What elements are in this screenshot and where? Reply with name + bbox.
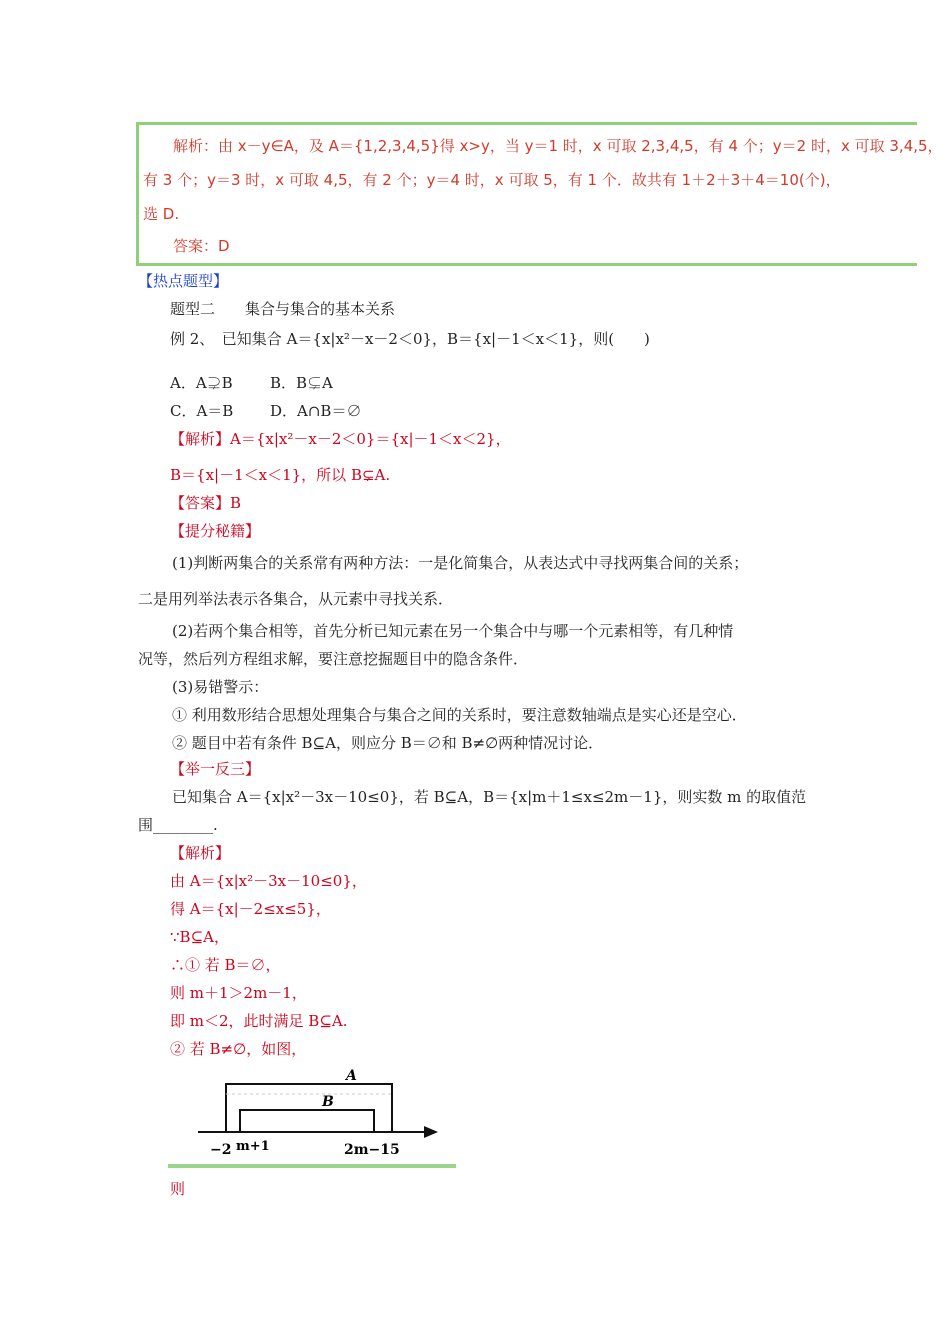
solution2-step-5: 则 m＋1＞2m－1， <box>170 984 307 1002</box>
option-d: D．A∩B＝∅ <box>270 402 362 420</box>
tip-3a: ① 利用数形结合思想处理集合与集合之间的关系时，要注意数轴端点是实心还是空心． <box>172 706 747 724</box>
tip-3b: ② 题目中若有条件 B⊆A，则应分 B＝∅和 B≠∅两种情况讨论． <box>172 734 604 752</box>
solution-box-line-2: 有 3 个；y＝3 时，x 可取 4,5，有 2 个；y＝4 时，x 可取 5，有 1 个．故共有 1＋2＋3＋4＝10(个)， <box>143 171 841 189</box>
tip-1b: 二是用列举法表示各集合，从元素中寻找关系． <box>138 590 454 608</box>
tip-2a: (2)若两个集合相等，首先分析已知元素在另一个集合中与哪一个元素相等，有几种情 <box>172 622 734 640</box>
diagram-divider <box>168 1164 456 1168</box>
label-b: B <box>322 1094 334 1110</box>
label-a: A <box>346 1068 357 1084</box>
example-question: 例 2、 已知集合 A＝{x|x²－x－2＜0}，B＝{x|－1＜x＜1}，则( ) <box>170 330 650 348</box>
solution-box <box>136 122 943 266</box>
practice-heading: 【举一反三】 <box>170 760 261 778</box>
tip-3-title: (3)易错警示： <box>172 678 269 696</box>
option-b: B．B⊊A <box>270 374 333 392</box>
solution-box-line-1: 解析：由 x－y∈A，及 A＝{1,2,3,4,5}得 x>y，当 y＝1 时，x 可取 2,3,4,5，有 4 个；y＝2 时，x 可取 3,4,5， <box>173 137 943 155</box>
tick-5: 5 <box>390 1142 400 1158</box>
solution2-step-2: 得 A＝{x|－2≤x≤5}， <box>170 900 331 918</box>
solution2-step-6: 即 m＜2，此时满足 B⊆A. <box>170 1012 348 1030</box>
tick-m-plus-1: m+1 <box>236 1139 270 1154</box>
tips-heading: 【提分秘籍】 <box>170 522 261 540</box>
tick-2m-minus-1: 2m−1 <box>344 1142 391 1158</box>
solution2-step-3: ∵B⊆A， <box>170 928 229 946</box>
solution2-step-7: ② 若 B≠∅，如图， <box>170 1040 307 1058</box>
solution2-heading: 【解析】 <box>170 844 231 862</box>
practice-line-2: 围________. <box>138 816 218 834</box>
answer-line: 【答案】B <box>170 494 242 512</box>
hot-topic-heading: 【热点题型】 <box>138 272 229 290</box>
topic-title: 题型二 集合与集合的基本关系 <box>170 300 396 318</box>
number-line-svg <box>168 1064 456 1164</box>
option-a: A．A⊋B <box>170 374 233 392</box>
tip-1a: (1)判断两集合的关系常有两种方法：一是化简集合，从表达式中寻找两集合间的关系； <box>172 554 749 572</box>
set-b-bracket <box>240 1110 374 1132</box>
analysis-line-2: B＝{x|－1＜x＜1}，所以 B⊊A. <box>170 466 391 484</box>
practice-line-1: 已知集合 A＝{x|x²－3x－10≤0}，若 B⊆A，B＝{x|m＋1≤x≤2m－1}，则实数 m 的取值范 <box>172 788 807 806</box>
tip-2b: 况等，然后列方程组求解，要注意挖掘题目中的隐含条件． <box>138 650 529 668</box>
solution2-step-1: 由 A＝{x|x²－3x－10≤0}， <box>170 872 367 890</box>
final-line: 则 <box>170 1180 186 1198</box>
solution2-step-4: ∴① 若 B＝∅， <box>170 956 281 974</box>
option-c: C．A＝B <box>170 402 234 420</box>
solution-box-line-3: 选 D. <box>143 205 180 223</box>
analysis-line-1: 【解析】A＝{x|x²－x－2＜0}＝{x|－1＜x＜2}， <box>170 430 511 448</box>
tick-minus-2: −2 <box>210 1142 232 1158</box>
set-a-bracket <box>226 1084 392 1132</box>
solution-box-answer: 答案：D <box>173 237 230 255</box>
number-line-diagram <box>168 1064 456 1168</box>
